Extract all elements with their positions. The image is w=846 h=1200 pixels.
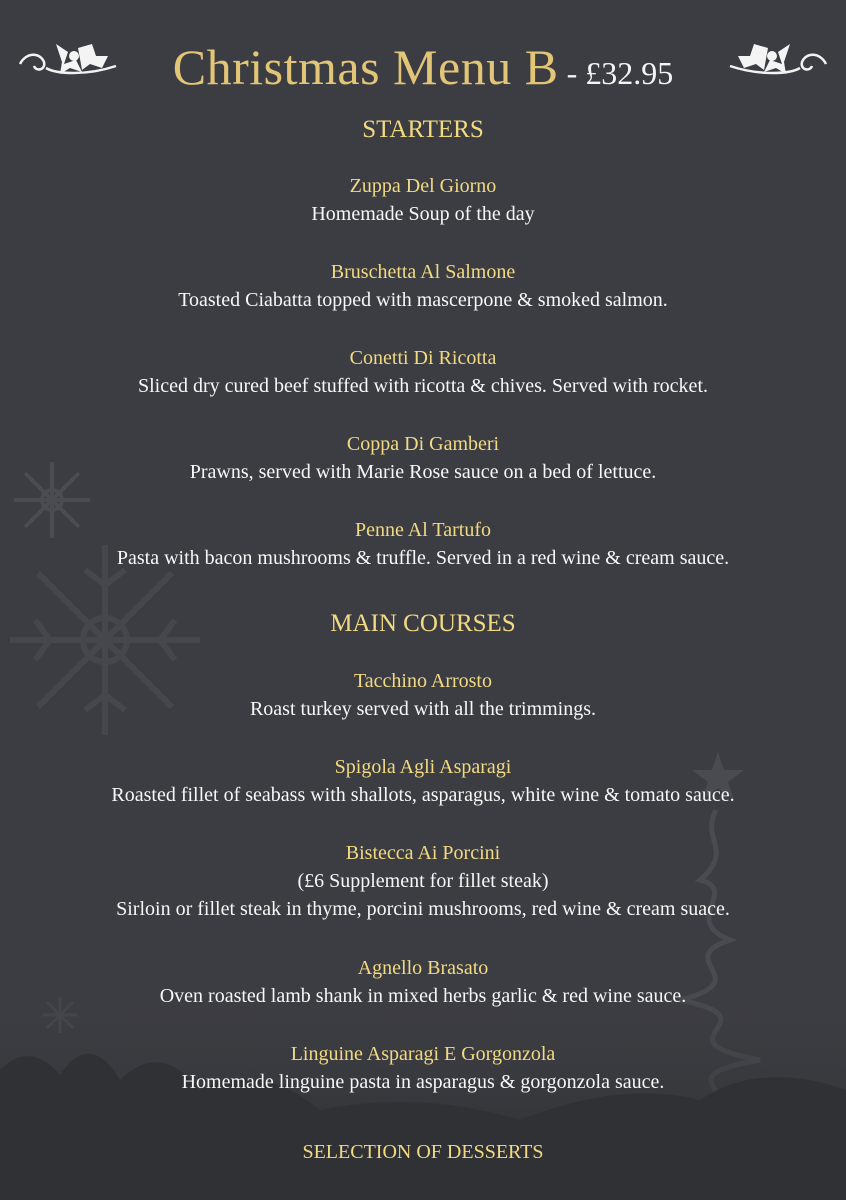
dish-description: Oven roasted lamb shank in mixed herbs garlic & red wine sauce. <box>159 985 687 1007</box>
menu-item <box>0 667 846 723</box>
dish-name: Bruschetta Al Salmone <box>330 261 516 283</box>
dish-name: Spigola Agli Asparagi <box>334 756 512 778</box>
menu-price: - £32.95 <box>566 55 674 91</box>
dish-description: Homemade linguine pasta in asparagus & gorgonzola sauce. <box>181 1071 665 1093</box>
menu-item <box>0 954 846 1010</box>
dish-note: (£6 Supplement for fillet steak) <box>297 870 549 892</box>
dish-description: Roast turkey served with all the trimmings. <box>249 698 597 720</box>
menu-item <box>0 753 846 809</box>
dish-description: Pasta with bacon mushrooms & truffle. Served in a red wine & cream sauce. <box>116 547 730 569</box>
dish-name: Penne Al Tartufo <box>355 519 491 541</box>
dish-name: Linguine Asparagi E Gorgonzola <box>290 1043 556 1065</box>
menu-item <box>0 1040 846 1096</box>
menu-title: Christmas Menu B <box>172 39 559 95</box>
dish-description: Homemade Soup of the day <box>311 203 535 225</box>
starters-heading: STARTERS <box>362 116 484 143</box>
menu-item <box>0 258 846 314</box>
menu-item <box>0 172 846 228</box>
menu-item <box>0 516 846 572</box>
dish-name: Conetti Di Ricotta <box>349 347 497 369</box>
main-courses-heading: MAIN COURSES <box>330 610 516 637</box>
menu-item <box>0 344 846 400</box>
dish-name: Agnello Brasato <box>357 957 489 979</box>
menu-header <box>0 38 846 108</box>
dish-description: Roasted fillet of seabass with shallots, asparagus, white wine & tomato sauce. <box>111 784 735 806</box>
dish-name: Coppa Di Gamberi <box>346 433 500 455</box>
dish-description: Toasted Ciabatta topped with mascerpone & smoked salmon. <box>178 289 668 311</box>
desserts-heading: SELECTION OF DESSERTS <box>302 1141 544 1163</box>
dish-name: Zuppa Del Giorno <box>349 175 497 197</box>
dish-description: Sirloin or fillet steak in thyme, porcini mushrooms, red wine & cream suace. <box>116 898 730 920</box>
menu-item <box>0 430 846 486</box>
dish-description: Sliced dry cured beef stuffed with ricotta & chives. Served with rocket. <box>137 375 708 397</box>
menu-item <box>0 839 846 923</box>
dish-name: Tacchino Arrosto <box>353 670 492 692</box>
dish-description: Prawns, served with Marie Rose sauce on a bed of lettuce. <box>189 461 657 483</box>
dish-name: Bistecca Ai Porcini <box>345 842 501 864</box>
